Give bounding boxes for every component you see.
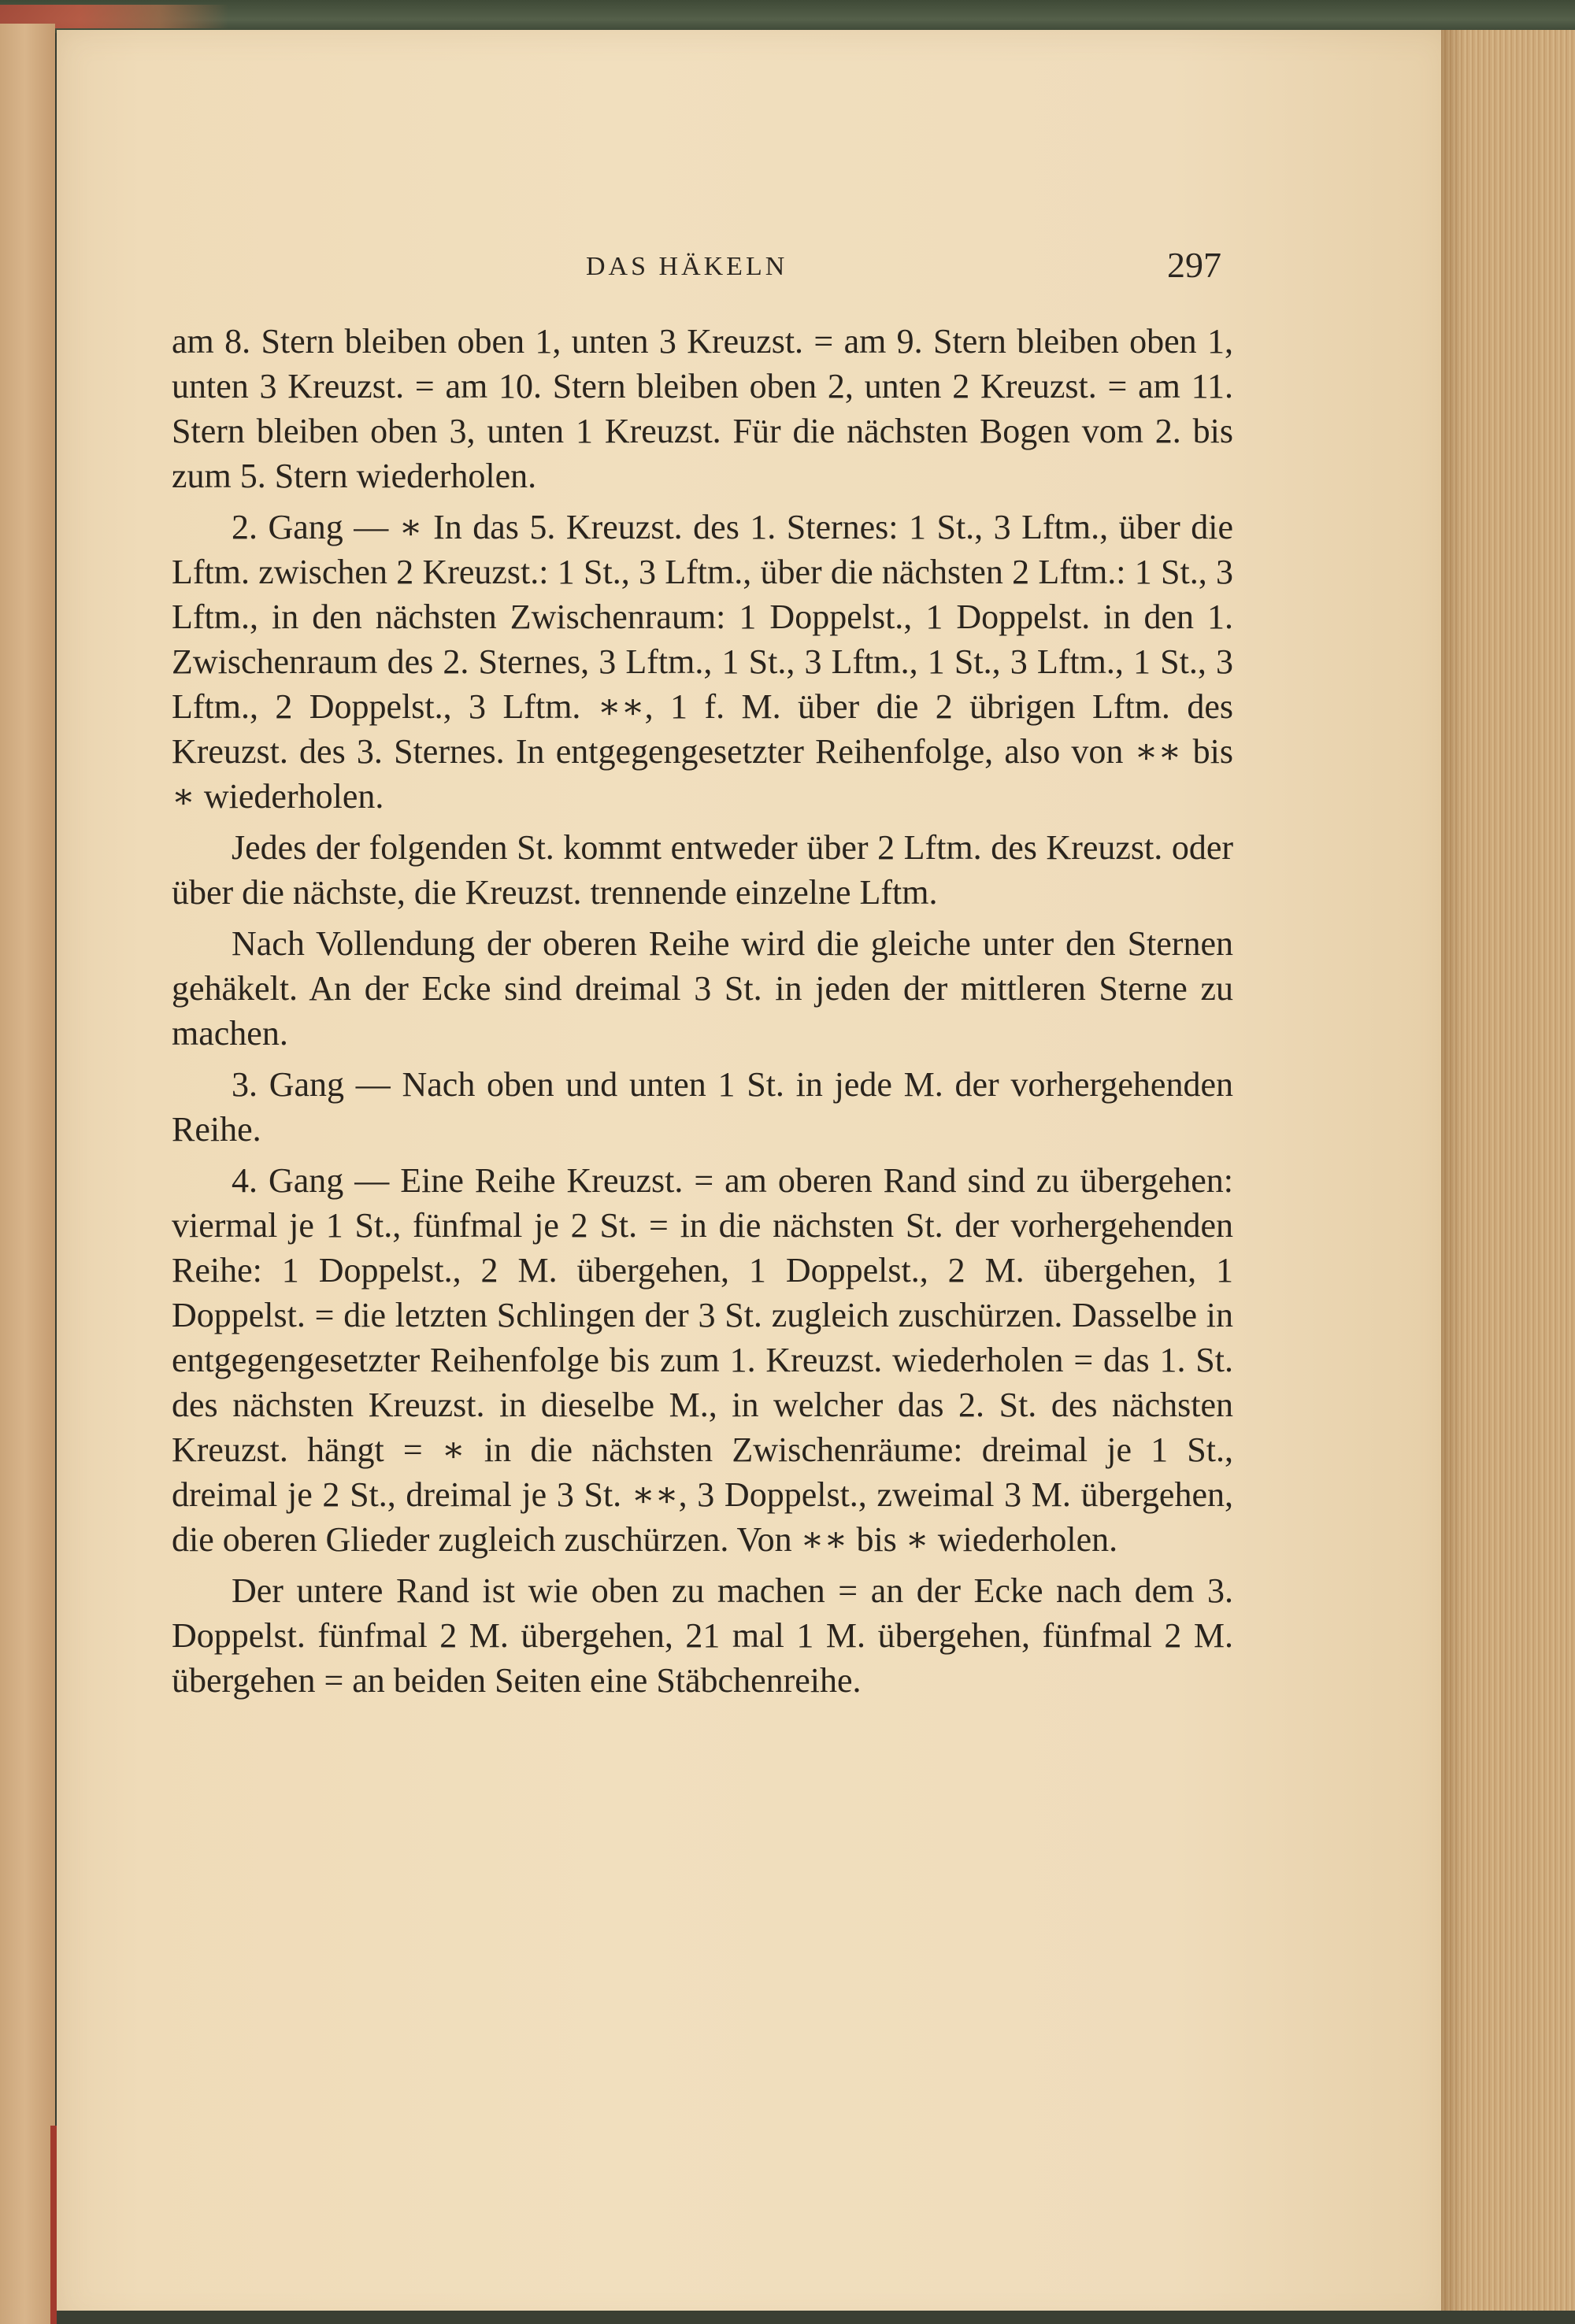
cloth-binding-top [0,0,1575,33]
paragraph-1: am 8. Stern bleiben oben 1, unten 3 Kreuzst. = am 9. Stern bleiben oben 1, unten 3 Kreuzst. = am 10. Stern bleiben oben 2, unten 2 Kreuzst. = am 11. Stern bleiben oben 3, unten 1 Kreuzst. Für die nächsten Bogen vom 2. bis zum 5. Stern wiederholen. [172,322,1233,495]
paragraph-6: 4. Gang — Eine Reihe Kreuzst. = am oberen Rand sind zu übergehen: viermal je 1 St., fünfmal je 2 St. = in die nächsten St. der vorhergehenden Reihe: 1 Doppelst., 2 M. übergehen, 1 Doppelst., 2 M. übergehen, 1 Doppelst. = die letzten Schlingen der 3 St. zugleich zuschürzen. Dasselbe in entgegengesetzter Reihenfolge bis zum 1. Kreuzst. wiederholen = das 1. St. des nächsten Kreuzst. in dieselbe M., in welcher das 2. St. des nächsten Kreuzst. hängt = ∗ in die nächsten Zwischenräume: dreimal je 1 St., dreimal je 2 St., dreimal je 3 St. ∗∗, 3 Doppelst., zweimal 3 M. übergehen, die oberen Glieder zugleich zuschürzen. Von ∗∗ bis ∗ wiederholen. [172,1161,1233,1559]
bottom-edge [57,2311,1575,2324]
body-text [172,319,1233,1709]
page-number: 297 [1167,245,1221,285]
paragraph-4: Nach Vollendung der oberen Reihe wird die gleiche unter den Sternen gehäkelt. An der Ecke sind dreimal 3 St. in jeden der mittleren Sterne zu machen. [172,924,1233,1053]
running-head [0,236,1575,283]
paragraph-7: Der untere Rand ist wie oben zu machen = an der Ecke nach dem 3. Doppelst. fünfmal 2 M. übergehen, 21 mal 1 M. übergehen, fünfmal 2 M. übergehen = an beiden Seiten eine Stäbchenreihe. [172,1571,1233,1700]
left-page-edge [0,24,55,2324]
paragraph-5: 3. Gang — Nach oben und unten 1 St. in jede M. der vorhergehenden Reihe. [172,1065,1233,1149]
fore-edge-shadow [1441,30,1465,2324]
paragraph-2: 2. Gang — ∗ In das 5. Kreuzst. des 1. Sternes: 1 St., 3 Lftm., über die Lftm. zwischen 2 Kreuzst.: 1 St., 3 Lftm., über die nächsten 2 Lftm.: 1 St., 3 Lftm., in den nächsten Zwischenraum: 1 Doppelst., 1 Doppelst. in den 1. Zwischenraum des 2. Sternes, 3 Lftm., 1 St., 3 Lftm., 1 St., 3 Lftm., 1 St., 3 Lftm., 2 Doppelst., 3 Lftm. ∗∗, 1 f. M. über die 2 übrigen Lftm. des Kreuzst. des 3. Sternes. In entgegengesetzter Reihenfolge, also von ∗∗ bis ∗ wiederholen. [172,508,1233,816]
running-title: DAS HÄKELN [586,252,788,281]
paragraph-3: Jedes der folgenden St. kommt entweder über 2 Lftm. des Kreuzst. oder über die nächste, die Kreuzst. trennende einzelne Lftm. [172,828,1233,912]
